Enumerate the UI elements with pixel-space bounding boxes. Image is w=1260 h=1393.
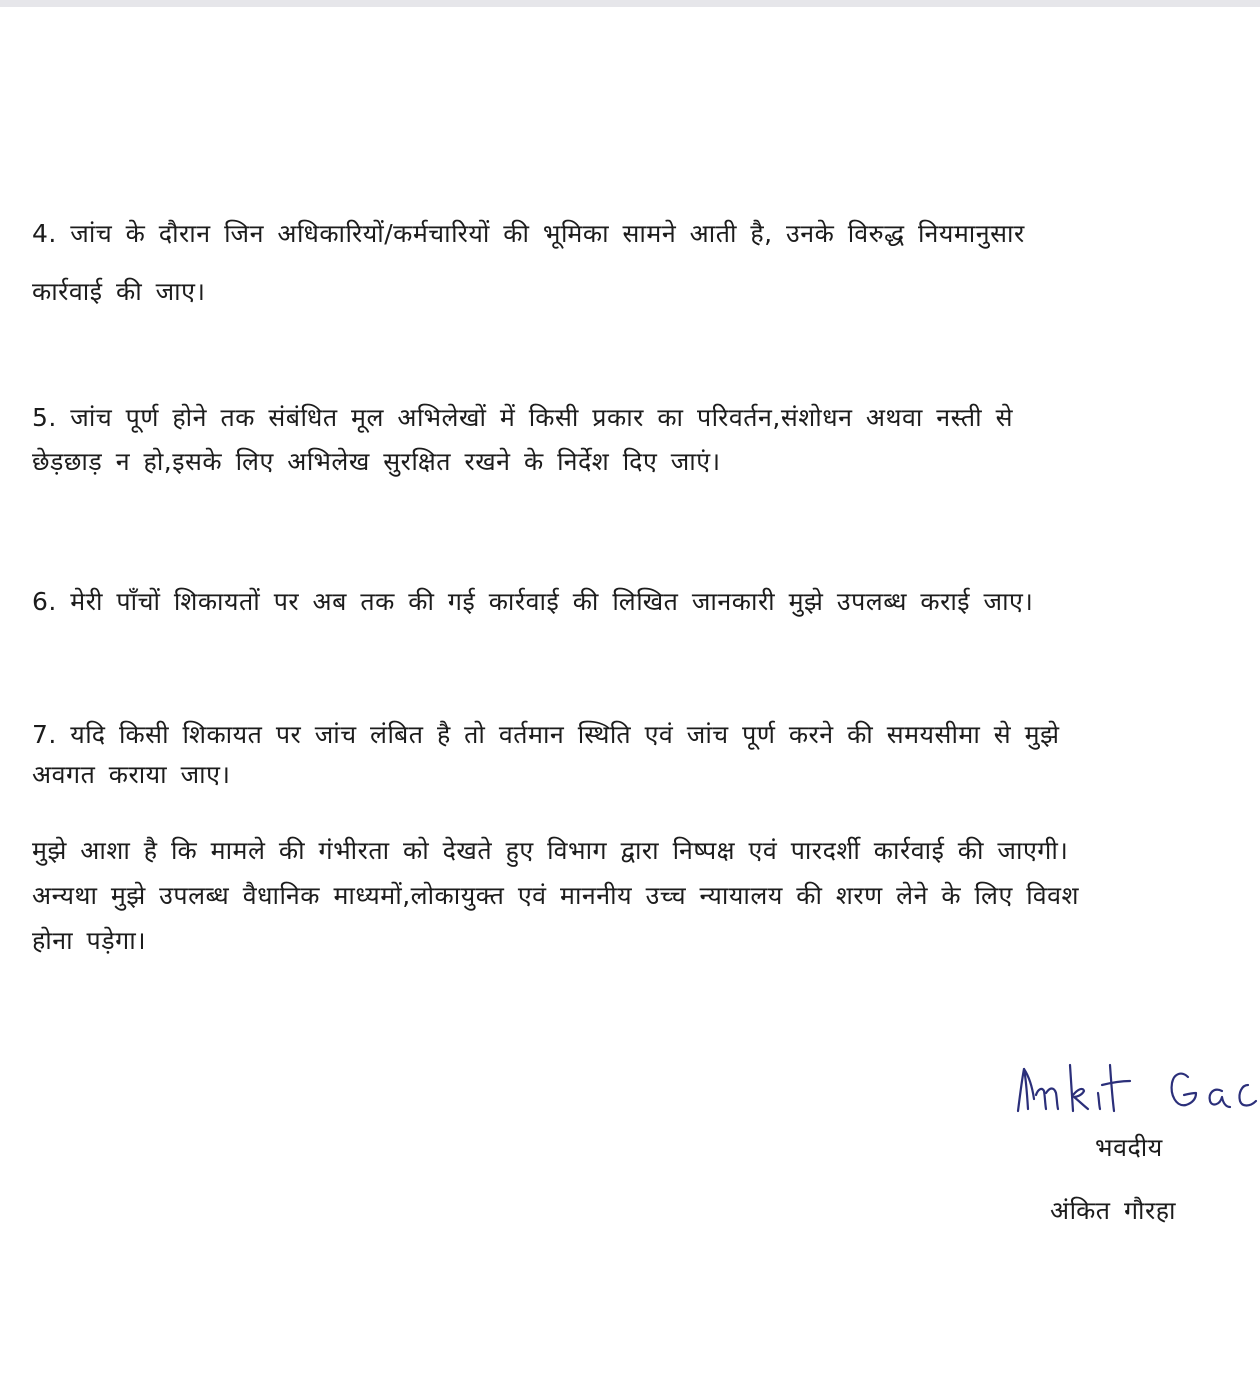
paragraph-line: छेड़छाड़ न हो,इसके लिए अभिलेख सुरक्षित रखने के निर्देश दिए जाएं। [32,447,721,476]
paragraph-6 [32,580,1033,624]
handwritten-signature [1010,1045,1260,1125]
paragraph-line: 4. जांच के दौरान जिन अधिकारियों/कर्मचारियों की भूमिका सामने आती है, उनके विरुद्ध नियमानुसार [32,219,1025,248]
paragraph-line: अन्यथा मुझे उपलब्ध वैधानिक माध्यमों,लोकायुक्त एवं माननीय उच्च न्यायालय की शरण लेने के लिए विवश [32,881,1080,910]
paragraph-line: कार्रवाई की जाए। [32,277,206,306]
paragraph-line: 6. मेरी पाँचों शिकायतों पर अब तक की गई कार्रवाई की लिखित जानकारी मुझे उपलब्ध कराई जाए। [32,587,1034,616]
paragraph-line: अवगत कराया जाए। [32,760,231,789]
closing-salutation: भवदीय [1095,1133,1163,1162]
paragraph-5 [32,396,1013,484]
paragraph-line: होना पड़ेगा। [32,926,147,955]
paragraph-line: 5. जांच पूर्ण होने तक संबंधित मूल अभिलेखों में किसी प्रकार का परिवर्तन,संशोधन अथवा नस्ती से [32,403,1013,432]
paragraph-line: मुझे आशा है कि मामले की गंभीरता को देखते हुए विभाग द्वारा निष्पक्ष एवं पारदर्शी कार्रवाई की जाएगी। [32,836,1069,865]
paragraph-4 [32,205,1025,321]
closing-paragraph [32,828,1079,963]
paragraph-7 [32,715,1060,795]
paragraph-line: 7. यदि किसी शिकायत पर जांच लंबित है तो वर्तमान स्थिति एवं जांच पूर्ण करने की समयसीमा से मुझे [32,720,1060,749]
sender-name: अंकित गौरहा [1050,1196,1176,1225]
